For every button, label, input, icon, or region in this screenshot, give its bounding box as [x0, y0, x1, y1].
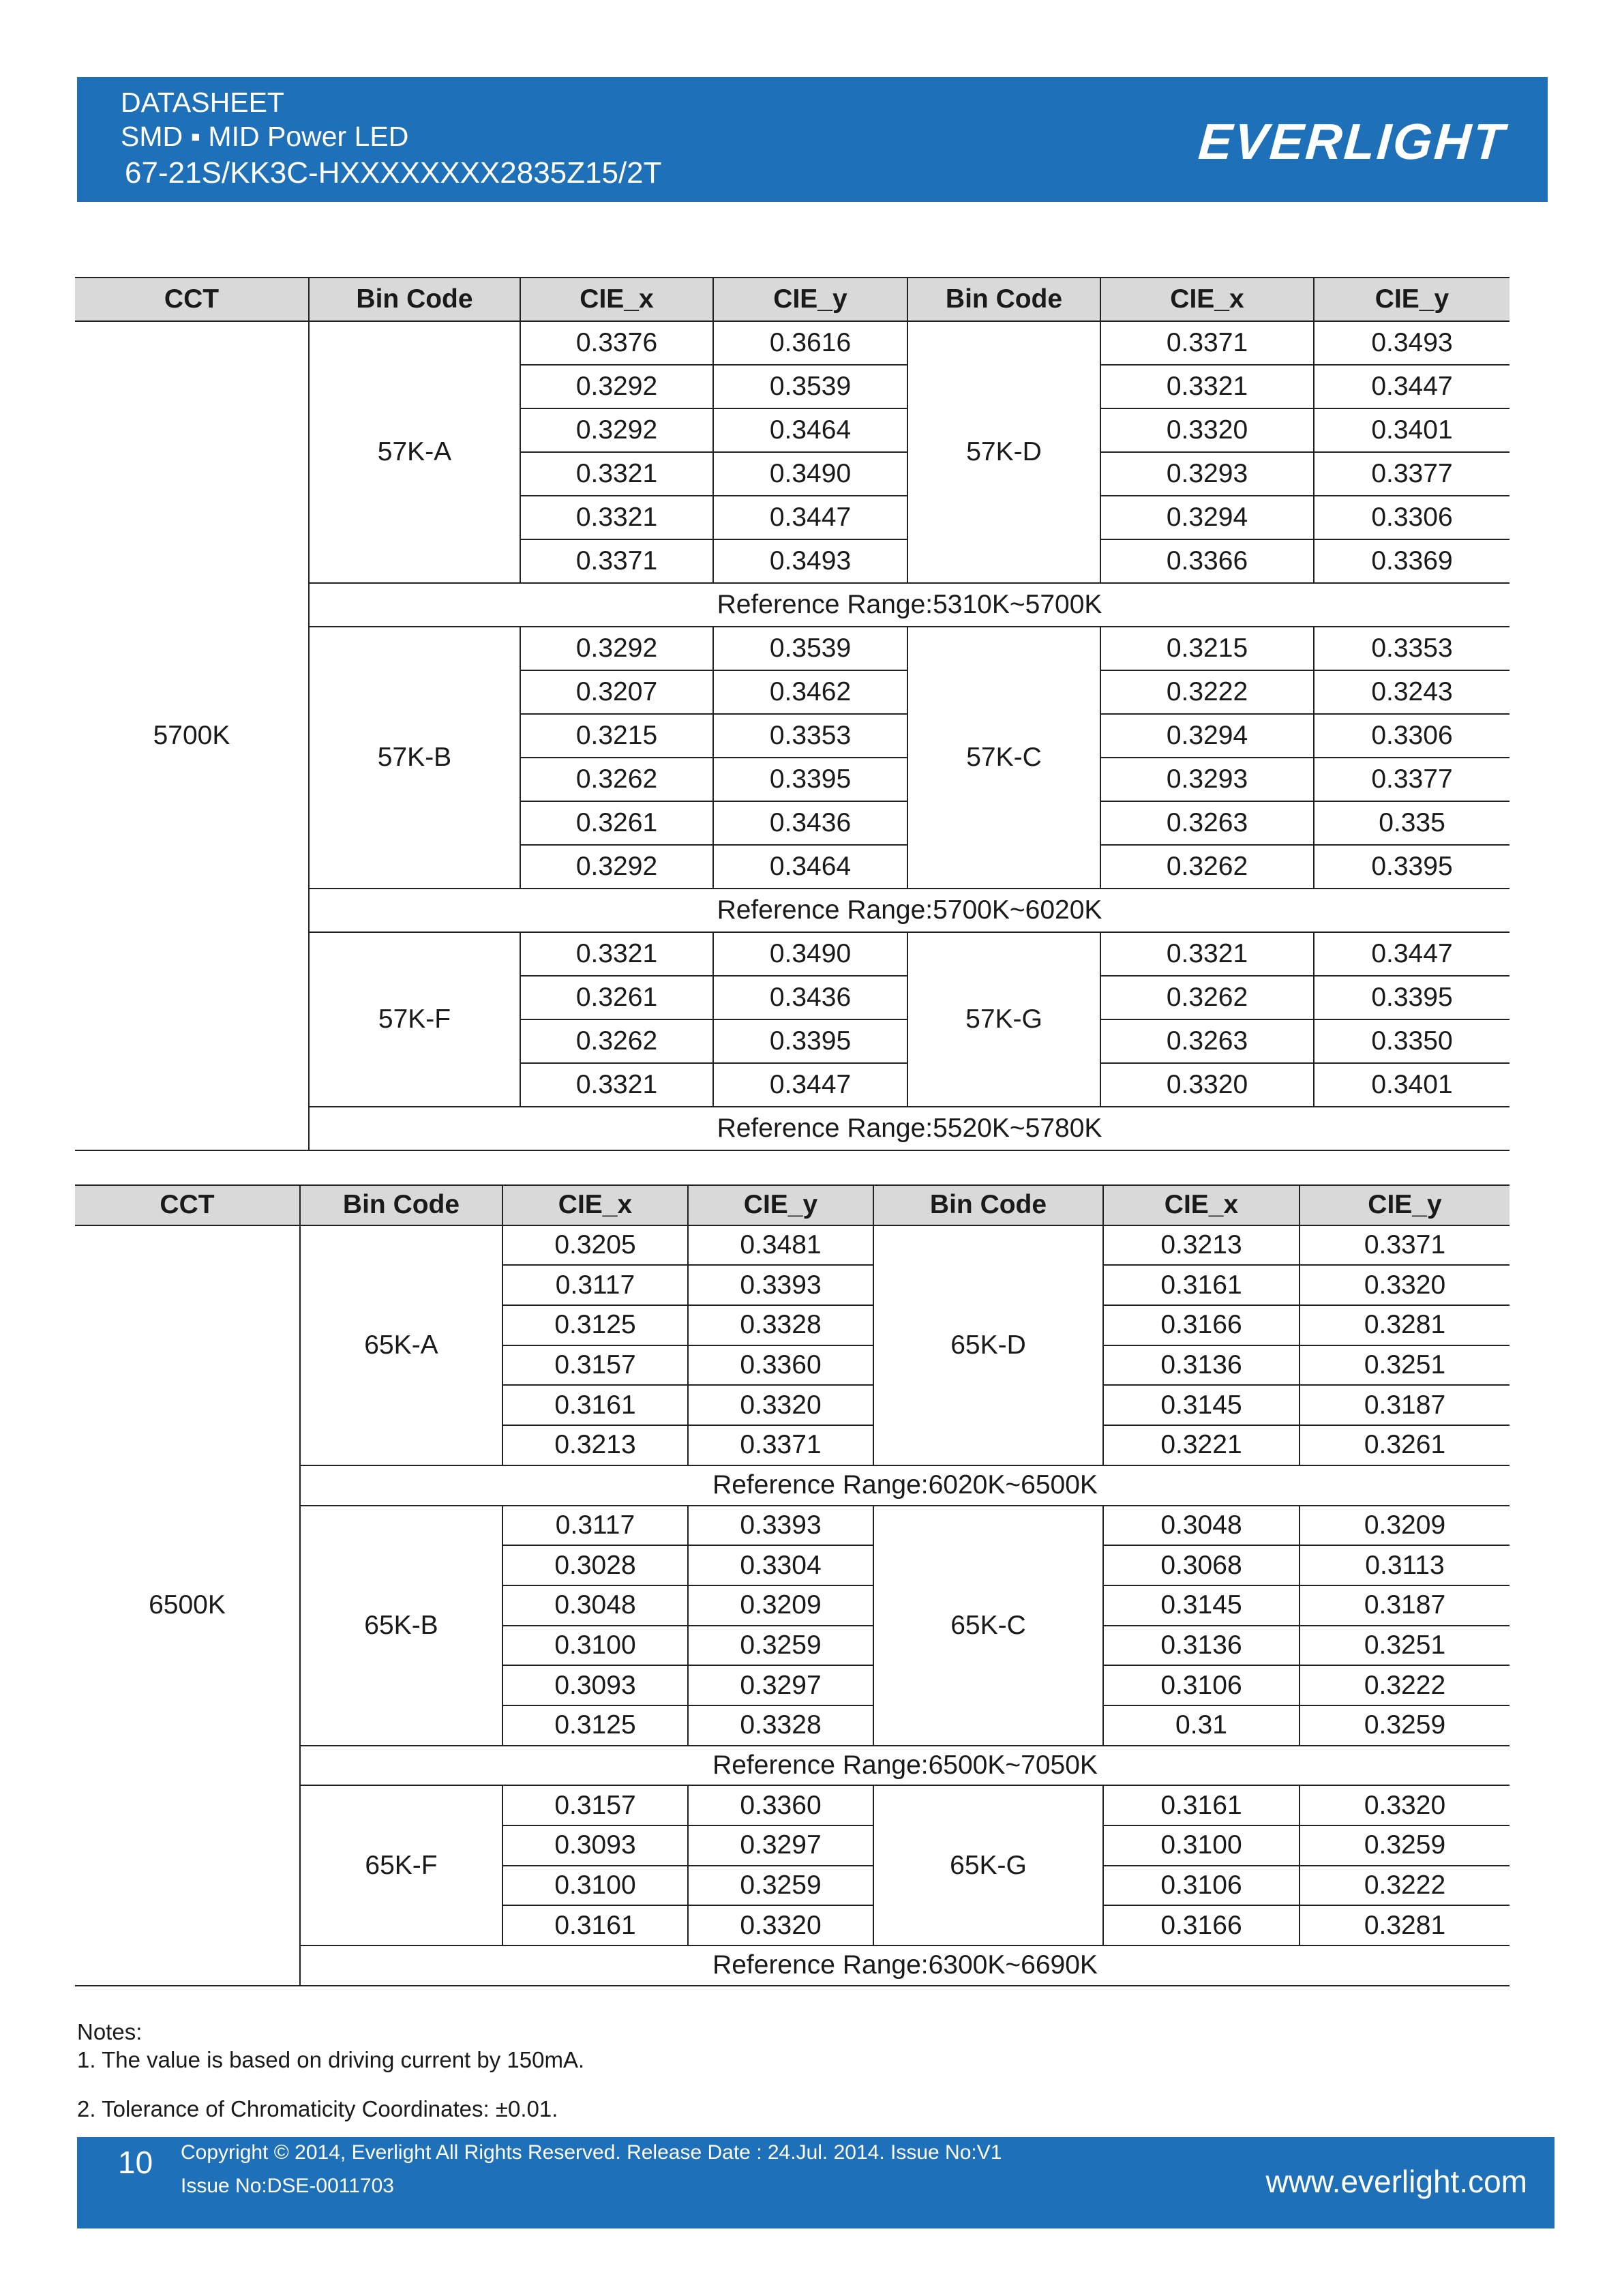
cie-x-right: 0.3293	[1100, 452, 1314, 496]
cie-x-left: 0.3261	[520, 801, 713, 845]
cie-x-right: 0.3294	[1100, 496, 1314, 539]
cie-y-right: 0.3209	[1300, 1506, 1510, 1546]
cie-y-right: 0.3401	[1314, 1063, 1510, 1107]
cie-x-right: 0.3321	[1100, 365, 1314, 408]
cie-x-right: 0.3106	[1103, 1866, 1300, 1906]
reference-range: Reference Range:5520K~5780K	[309, 1107, 1510, 1150]
cie-y-left: 0.3464	[713, 408, 907, 452]
cie-x-left: 0.3321	[520, 496, 713, 539]
cie-y-right: 0.3222	[1300, 1665, 1510, 1705]
cie-y-right: 0.3401	[1314, 408, 1510, 452]
note-item: 2. Tolerance of Chromaticity Coordinates: ±0.01.	[77, 2096, 558, 2121]
cie-y-left: 0.3353	[713, 714, 907, 758]
col-header-cie-x: CIE_x	[1103, 1185, 1300, 1225]
cie-x-left: 0.3207	[520, 670, 713, 714]
cie-y-left: 0.3371	[688, 1425, 873, 1465]
reference-range: Reference Range:5310K~5700K	[309, 583, 1510, 627]
cie-x-left: 0.3048	[502, 1585, 688, 1626]
cie-x-right: 0.3136	[1103, 1626, 1300, 1666]
cie-x-left: 0.3321	[520, 452, 713, 496]
notes-title: Notes:	[77, 2019, 142, 2044]
cie-x-left: 0.3292	[520, 365, 713, 408]
cie-y-left: 0.3360	[688, 1785, 873, 1825]
cie-y-left: 0.3360	[688, 1345, 873, 1386]
cie-y-left: 0.3464	[713, 845, 907, 889]
cie-y-right: 0.3320	[1300, 1265, 1510, 1305]
cie-x-right: 0.3320	[1100, 1063, 1314, 1107]
cie-x-right: 0.3293	[1100, 758, 1314, 801]
cie-x-right: 0.3161	[1103, 1785, 1300, 1825]
col-header-cie-y: CIE_y	[1300, 1185, 1510, 1225]
bin-code-right: 57K-G	[907, 932, 1100, 1107]
reference-range: Reference Range:6300K~6690K	[300, 1945, 1510, 1986]
col-header-cie-x: CIE_x	[520, 278, 713, 321]
cie-x-left: 0.3125	[502, 1705, 688, 1746]
cie-y-right: 0.3395	[1314, 976, 1510, 1019]
cie-y-left: 0.3481	[688, 1225, 873, 1266]
cie-y-left: 0.3436	[713, 976, 907, 1019]
cie-x-right: 0.3320	[1100, 408, 1314, 452]
col-header-cie-y: CIE_y	[688, 1185, 873, 1225]
bin-code-left: 57K-F	[309, 932, 520, 1107]
cie-x-right: 0.3262	[1100, 976, 1314, 1019]
everlight-logo: EVERLIGHT	[1196, 113, 1507, 170]
cie-y-left: 0.3395	[713, 758, 907, 801]
cie-y-left: 0.3490	[713, 452, 907, 496]
cie-x-left: 0.3100	[502, 1626, 688, 1666]
document-header	[77, 77, 1548, 202]
cie-y-right: 0.3251	[1300, 1345, 1510, 1386]
cie-x-left: 0.3205	[502, 1225, 688, 1266]
cie-x-left: 0.3215	[520, 714, 713, 758]
cie-x-right: 0.3166	[1103, 1905, 1300, 1945]
bin-code-right: 65K-C	[873, 1506, 1103, 1746]
cie-x-left: 0.3125	[502, 1305, 688, 1345]
bin-code-right: 57K-C	[907, 627, 1100, 889]
cie-x-left: 0.3028	[502, 1545, 688, 1585]
bin-code-right: 65K-G	[873, 1785, 1103, 1945]
col-header-cie-x: CIE_x	[502, 1185, 688, 1225]
reference-range: Reference Range:5700K~6020K	[309, 889, 1510, 932]
page-number: 10	[118, 2145, 153, 2180]
col-header-cct: CCT	[75, 1185, 300, 1225]
table-row	[75, 321, 1510, 365]
notes-section	[77, 2018, 585, 2121]
part-number: 67-21S/KK3C-HXXXXXXXX2835Z15/2T	[125, 156, 662, 190]
cie-x-left: 0.3100	[502, 1866, 688, 1906]
cie-x-left: 0.3157	[502, 1345, 688, 1386]
cie-x-left: 0.3292	[520, 845, 713, 889]
cie-x-right: 0.3106	[1103, 1665, 1300, 1705]
cie-y-right: 0.3350	[1314, 1019, 1510, 1063]
cie-y-right: 0.3259	[1300, 1705, 1510, 1746]
cie-x-left: 0.3161	[502, 1905, 688, 1945]
cie-y-left: 0.3304	[688, 1545, 873, 1585]
bin-code-left: 65K-B	[300, 1506, 502, 1746]
col-header-cct: CCT	[75, 278, 309, 321]
cie-x-left: 0.3093	[502, 1825, 688, 1866]
bin-code-right: 65K-D	[873, 1225, 1103, 1465]
cie-x-right: 0.3371	[1100, 321, 1314, 365]
cie-y-right: 0.3113	[1300, 1545, 1510, 1585]
cie-x-right: 0.3221	[1103, 1425, 1300, 1465]
cie-x-right: 0.3262	[1100, 845, 1314, 889]
cie-x-right: 0.3321	[1100, 932, 1314, 976]
bin-code-left: 57K-B	[309, 627, 520, 889]
col-header-bin-code: Bin Code	[300, 1185, 502, 1225]
cie-y-left: 0.3259	[688, 1626, 873, 1666]
cie-y-left: 0.3320	[688, 1385, 873, 1425]
cie-y-right: 0.3320	[1300, 1785, 1510, 1825]
cie-x-left: 0.3157	[502, 1785, 688, 1825]
col-header-bin-code: Bin Code	[907, 278, 1100, 321]
cie-x-right: 0.3166	[1103, 1305, 1300, 1345]
cie-y-right: 0.3251	[1300, 1626, 1510, 1666]
cie-y-right: 0.3187	[1300, 1585, 1510, 1626]
cie-x-left: 0.3321	[520, 1063, 713, 1107]
cie-x-left: 0.3371	[520, 539, 713, 583]
cct-value: 5700K	[75, 321, 309, 1150]
bin-table-5700k	[75, 277, 1510, 1151]
cie-y-left: 0.3616	[713, 321, 907, 365]
cie-x-left: 0.3161	[502, 1385, 688, 1425]
cie-x-right: 0.3068	[1103, 1545, 1300, 1585]
cie-y-right: 0.3353	[1314, 627, 1510, 670]
cie-y-left: 0.3393	[688, 1506, 873, 1546]
col-header-cie-x: CIE_x	[1100, 278, 1314, 321]
bin-code-right: 57K-D	[907, 321, 1100, 583]
cie-y-right: 0.3377	[1314, 758, 1510, 801]
bin-code-left: 65K-F	[300, 1785, 502, 1945]
document-footer	[77, 2137, 1555, 2228]
cie-y-right: 0.3261	[1300, 1425, 1510, 1465]
cie-x-right: 0.3263	[1100, 1019, 1314, 1063]
cie-y-left: 0.3490	[713, 932, 907, 976]
cie-y-left: 0.3259	[688, 1866, 873, 1906]
cie-x-left: 0.3117	[502, 1506, 688, 1546]
cie-y-right: 0.3187	[1300, 1385, 1510, 1425]
product-category: SMD ▪ MID Power LED	[121, 121, 409, 152]
cie-y-left: 0.3328	[688, 1305, 873, 1345]
cie-y-right: 0.3493	[1314, 321, 1510, 365]
issue-number: Issue No:DSE-0011703	[181, 2175, 394, 2197]
cie-x-left: 0.3093	[502, 1665, 688, 1705]
cie-y-left: 0.3320	[688, 1905, 873, 1945]
cie-y-left: 0.3297	[688, 1825, 873, 1866]
note-item: 1. The value is based on driving current by 150mA.	[77, 2047, 585, 2072]
col-header-bin-code: Bin Code	[873, 1185, 1103, 1225]
cie-y-left: 0.3297	[688, 1665, 873, 1705]
cie-x-left: 0.3117	[502, 1265, 688, 1305]
cie-y-right: 0.3371	[1300, 1225, 1510, 1266]
cie-x-left: 0.3213	[502, 1425, 688, 1465]
cie-x-left: 0.3262	[520, 1019, 713, 1063]
cie-y-right: 0.3377	[1314, 452, 1510, 496]
cie-x-right: 0.3294	[1100, 714, 1314, 758]
cie-y-right: 0.3281	[1300, 1305, 1510, 1345]
cie-x-left: 0.3292	[520, 408, 713, 452]
col-header-cie-y: CIE_y	[1314, 278, 1510, 321]
doc-type: DATASHEET	[121, 87, 284, 118]
cie-x-left: 0.3261	[520, 976, 713, 1019]
cie-y-left: 0.3447	[713, 1063, 907, 1107]
cie-y-left: 0.3393	[688, 1265, 873, 1305]
cie-x-right: 0.3145	[1103, 1385, 1300, 1425]
col-header-bin-code: Bin Code	[309, 278, 520, 321]
cie-x-right: 0.3222	[1100, 670, 1314, 714]
cie-y-right: 0.3281	[1300, 1905, 1510, 1945]
cie-x-right: 0.3100	[1103, 1825, 1300, 1866]
bin-table-6500k	[75, 1184, 1510, 1986]
cie-y-left: 0.3209	[688, 1585, 873, 1626]
cie-x-right: 0.3145	[1103, 1585, 1300, 1626]
cie-x-left: 0.3376	[520, 321, 713, 365]
cie-x-right: 0.3136	[1103, 1345, 1300, 1386]
cie-y-left: 0.3493	[713, 539, 907, 583]
reference-range: Reference Range:6020K~6500K	[300, 1465, 1510, 1506]
cie-y-right: 0.3447	[1314, 365, 1510, 408]
table-header-row	[75, 278, 1510, 321]
cie-x-left: 0.3321	[520, 932, 713, 976]
cie-y-right: 0.3447	[1314, 932, 1510, 976]
cie-y-right: 0.3222	[1300, 1866, 1510, 1906]
col-header-cie-y: CIE_y	[713, 278, 907, 321]
cie-y-left: 0.3436	[713, 801, 907, 845]
cie-x-left: 0.3292	[520, 627, 713, 670]
reference-range: Reference Range:6500K~7050K	[300, 1746, 1510, 1786]
cie-x-left: 0.3262	[520, 758, 713, 801]
cie-x-right: 0.3263	[1100, 801, 1314, 845]
cie-y-left: 0.3539	[713, 627, 907, 670]
cie-x-right: 0.3161	[1103, 1265, 1300, 1305]
cie-y-left: 0.3395	[713, 1019, 907, 1063]
cie-y-left: 0.3462	[713, 670, 907, 714]
cie-x-right: 0.3215	[1100, 627, 1314, 670]
cct-value: 6500K	[75, 1225, 300, 1986]
table-row	[75, 1225, 1510, 1266]
cie-x-right: 0.31	[1103, 1705, 1300, 1746]
cie-y-right: 0.3243	[1314, 670, 1510, 714]
cie-y-right: 0.335	[1314, 801, 1510, 845]
copyright-text: Copyright © 2014, Everlight All Rights Reserved. Release Date : 24.Jul. 2014. Issue No:V1	[181, 2141, 1002, 2164]
bin-code-left: 57K-A	[309, 321, 520, 583]
cie-y-right: 0.3369	[1314, 539, 1510, 583]
table-header-row	[75, 1185, 1510, 1225]
cie-x-right: 0.3213	[1103, 1225, 1300, 1266]
cie-y-left: 0.3328	[688, 1705, 873, 1746]
cie-y-right: 0.3259	[1300, 1825, 1510, 1866]
cie-y-left: 0.3447	[713, 496, 907, 539]
cie-x-right: 0.3048	[1103, 1506, 1300, 1546]
cie-y-left: 0.3539	[713, 365, 907, 408]
cie-y-right: 0.3306	[1314, 496, 1510, 539]
cie-y-right: 0.3395	[1314, 845, 1510, 889]
cie-x-right: 0.3366	[1100, 539, 1314, 583]
website-link[interactable]: www.everlight.com	[1265, 2164, 1527, 2199]
bin-code-left: 65K-A	[300, 1225, 502, 1465]
cie-y-right: 0.3306	[1314, 714, 1510, 758]
